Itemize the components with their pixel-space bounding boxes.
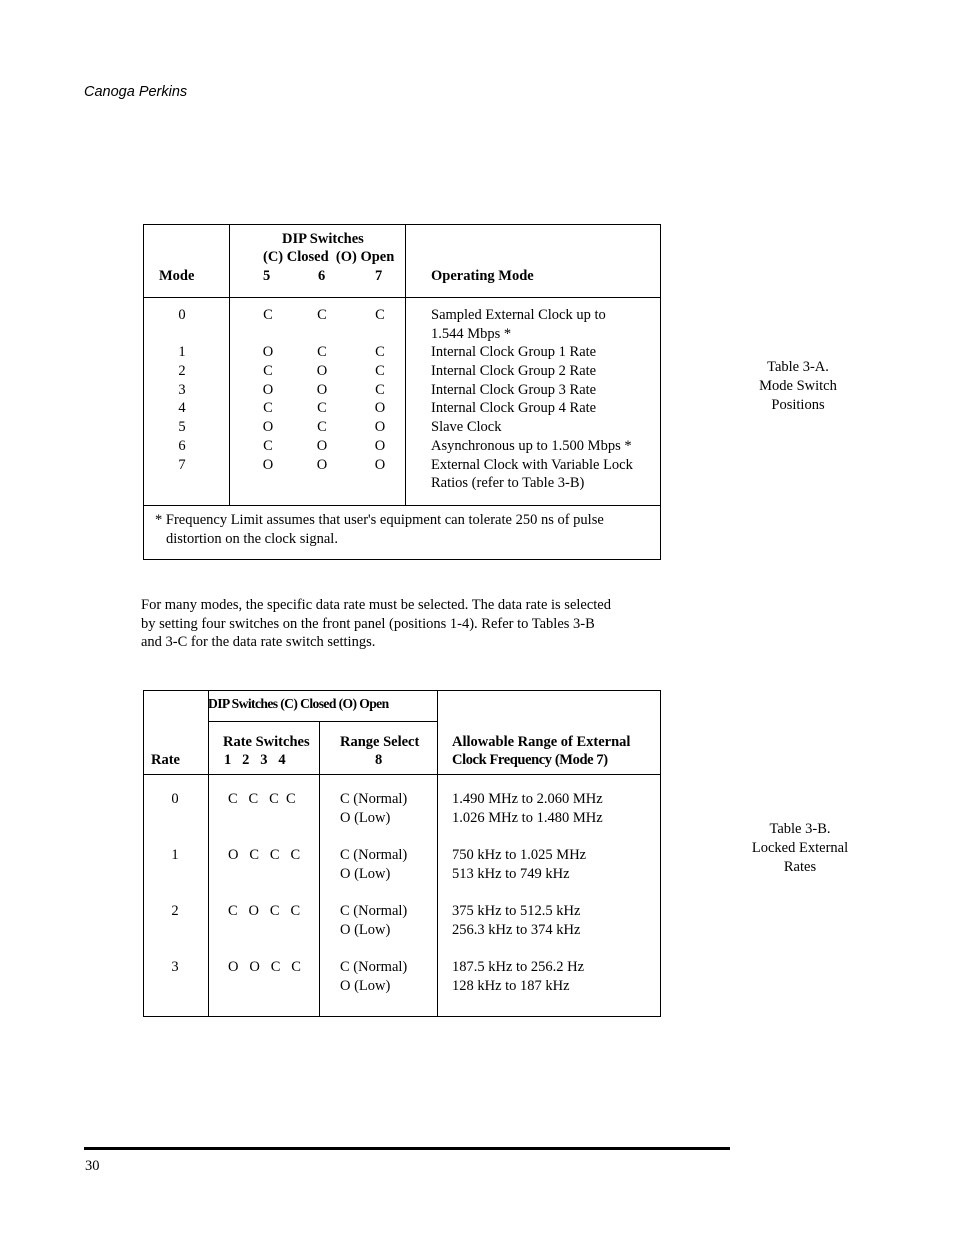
switch-value: O [374,400,386,417]
switch-value: C [375,381,385,398]
switch-value: O [316,437,328,454]
table-3b-header-clock-freq: Clock Frequency (Mode 7) [452,752,608,768]
switch-value: O [316,381,328,398]
page-number: 30 [85,1158,100,1174]
table-3a-footnote: * Frequency Limit assumes that user's equipment can tolerate 250 ns of pulse distortion on the clock signal. [155,512,604,547]
table-3b-header-range-select: Range Select [340,734,420,750]
table-row-mode: 3 [178,381,186,398]
table-3a-sw6-column [310,306,334,474]
switch-value: O [262,456,274,473]
switch-value: O [316,363,328,380]
switch-value: C [263,363,273,380]
switch-value: C [263,307,273,323]
switch-value: C [375,307,385,323]
operating-mode-text: External Clock with Variable Lock [431,456,633,473]
table-3a-sw7-column [368,306,392,474]
switch-value: O [262,344,274,361]
switch-value: O [262,381,274,398]
operating-mode-text: Internal Clock Group 2 Rate [431,363,597,380]
table-3b-header-rate-switch-nums: 1 2 3 4 [224,752,286,768]
table-row-mode: 1 [178,344,186,361]
switch-value: O [374,419,386,436]
table-3a-operating-mode-column [431,306,633,493]
switch-value: C [375,363,385,380]
table-3a-sw5-column [256,306,280,474]
operating-mode-text: Internal Clock Group 3 Rate [431,381,597,398]
table-row-mode: 4 [178,400,186,417]
switch-value: O [316,456,328,473]
table-3b-header-range-num: 8 [375,752,383,768]
table-3a-header-dip-title: DIP Switches [282,231,364,247]
body-paragraph: For many modes, the specific data rate must be selected. The data rate is selected by setting four switches on the front panel (positions 1-4). Refer to Tables 3-B and 3-C for the data rate switch settings. [141,597,611,651]
table-row: 3 O O C C C (Normal) O (Low) 187.5 kHz to 256.2 Hz 128 kHz to 187 kHz [171,959,585,994]
table-3a-header-dip-sub: (C) Closed (O) Open [263,249,395,265]
footer-rule [84,1147,730,1150]
operating-mode-text: Internal Clock Group 4 Rate [431,400,597,417]
operating-mode-text: Sampled External Clock up to [431,307,606,323]
table-3a-header-mode: Mode [159,268,195,284]
table-row-mode: 2 [178,363,186,380]
switch-value: O [374,437,386,454]
table-3b-header-dip-title: DIP Switches (C) Closed (O) Open [208,696,389,711]
table-row-mode: 0 [178,307,186,323]
switch-value: C [317,400,327,417]
switch-value: C [263,400,273,417]
table-3a-header-sw5: 5 [263,268,271,284]
switch-value: C [317,307,327,323]
table-3b-caption: Table 3-B. Locked External Rates [751,821,849,875]
table-3b-header-allowable: Allowable Range of External [452,734,631,750]
operating-mode-text: 1.544 Mbps * [431,325,512,342]
switch-value: O [262,419,274,436]
switch-value: C [263,437,273,454]
running-header: Canoga Perkins [84,84,188,100]
switch-value: C [317,344,327,361]
operating-mode-text: Slave Clock [431,419,502,436]
switch-value: C [375,344,385,361]
table-3a-header-sw6: 6 [318,268,326,284]
table-3b-header-rate: Rate [151,752,180,768]
operating-mode-text: Ratios (refer to Table 3-B) [431,475,585,492]
table-3a-header-operating-mode: Operating Mode [431,268,534,284]
table-row: 0 C C C C C (Normal) O (Low) 1.490 MHz to 2.060 MHz 1.026 MHz to 1.480 MHz [171,791,603,826]
table-row: 2 C O C C C (Normal) O (Low) 375 kHz to 512.5 kHz 256.3 kHz to 374 kHz [171,903,581,938]
table-3a-mode-column [170,306,194,474]
table-row: 1 O C C C C (Normal) O (Low) 750 kHz to 1.025 MHz 513 kHz to 749 kHz [171,847,587,882]
table-3a-header-sw7: 7 [375,268,383,284]
operating-mode-text: Asynchronous up to 1.500 Mbps * [431,437,632,454]
operating-mode-text: Internal Clock Group 1 Rate [431,344,597,361]
table-3b-header-rate-switches: Rate Switches [223,734,310,750]
table-3a-caption: Table 3-A. Mode Switch Positions [759,359,837,413]
table-row-mode: 6 [178,437,186,454]
switch-value: C [317,419,327,436]
table-row-mode: 5 [178,419,186,436]
table-row-mode: 7 [178,456,186,473]
switch-value: O [374,456,386,473]
